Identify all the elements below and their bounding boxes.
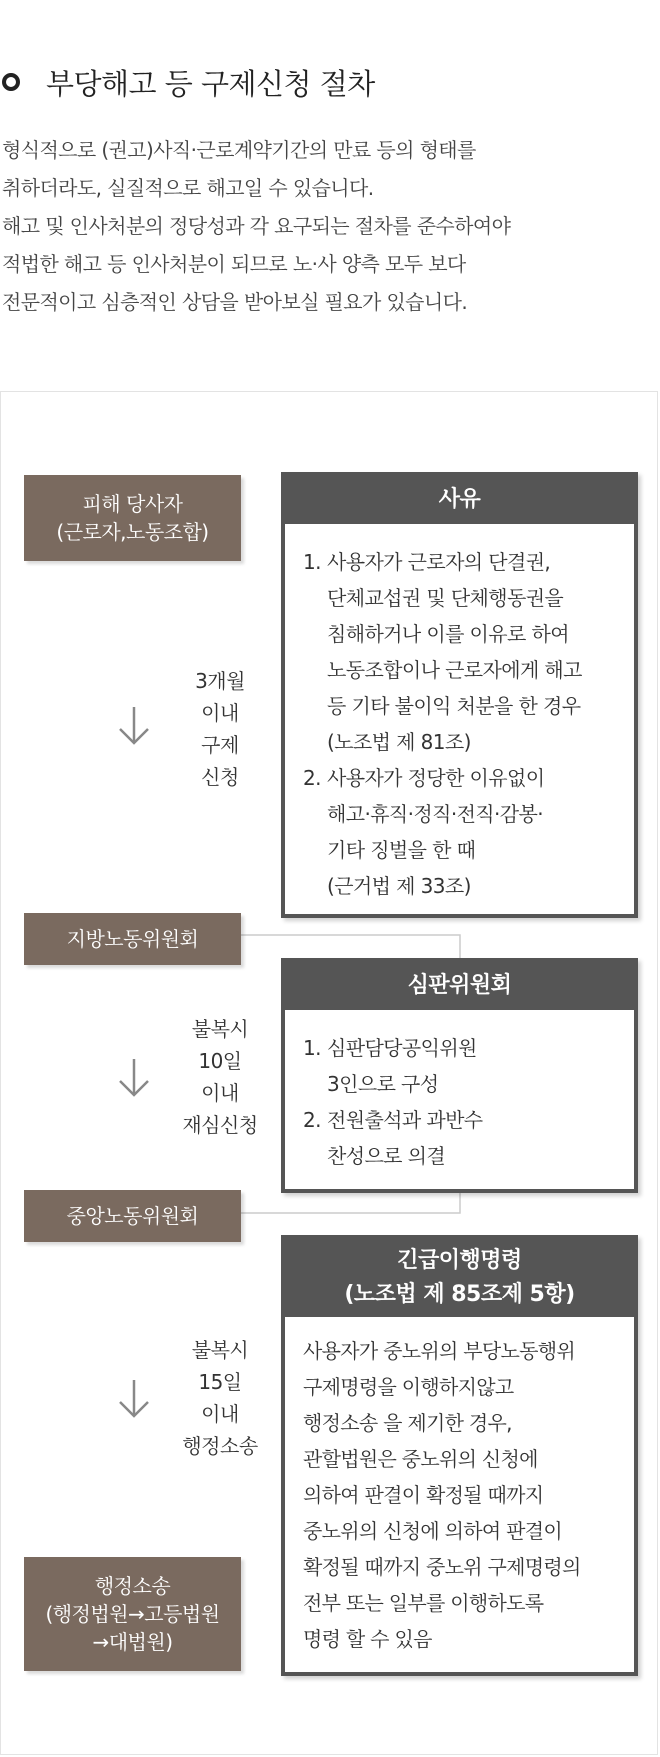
list-number: 1. (303, 550, 321, 574)
body-line: 명령 할 수 있음 (303, 1627, 432, 1651)
list-line: 등 기타 불이익 처분을 한 경우 (327, 694, 581, 718)
stage-victim (24, 475, 241, 561)
stage-victim-line1: 피해 당사자 (82, 492, 183, 516)
stage-administrative-litigation (24, 1557, 241, 1671)
connector-local-to-committee (241, 935, 460, 958)
list-line: 해고·휴직·정직·전직·감봉· (327, 802, 543, 826)
body-line: 행정소송 을 제기한 경우, (303, 1411, 512, 1435)
list-line: 단체교섭권 및 단체행동권을 (327, 586, 564, 610)
stage-admin-line2: (행정법원→고등법원 (45, 1602, 220, 1626)
list-item (303, 760, 634, 904)
arrow-down-icon (116, 1378, 152, 1420)
intro-line: 적법한 해고 등 인사처분이 되므로 노·사 양측 모두 보다 (2, 252, 466, 276)
step-label-line: 구제 (201, 733, 239, 757)
card-reason (281, 472, 638, 918)
stage-local-label: 지방노동위원회 (66, 927, 199, 951)
card-title-line2: (노조법 제 85조제 5항) (344, 1282, 575, 1307)
intro-line: 전문적이고 심층적인 상담을 받아보실 필요가 있습니다. (2, 290, 468, 314)
body-line: 의하여 판결이 확정될 때까지 (303, 1483, 544, 1507)
body-line: 전부 또는 일부를 이행하도록 (303, 1591, 544, 1615)
step-label-line: 불복시 (191, 1017, 249, 1041)
step-label-line: 이내 (201, 701, 239, 725)
stage-central-label: 중앙노동위원회 (66, 1204, 199, 1228)
stage-local-committee (24, 913, 241, 965)
stage-victim-line2: (근로자,노동조합) (56, 520, 209, 544)
list-line: 전원출석과 과반수 (327, 1108, 483, 1132)
step-label-line: 행정소송 (182, 1434, 258, 1458)
list-line: (노조법 제 81조) (327, 730, 471, 754)
card-title-text: 심판위원회 (407, 973, 512, 998)
list-item (303, 544, 634, 760)
card-reason-title (285, 476, 634, 524)
stage-admin-line1: 행정소송 (94, 1574, 171, 1598)
list-line: 찬성으로 의결 (327, 1144, 446, 1168)
list-line: 3인으로 구성 (327, 1072, 439, 1096)
step-label-line: 이내 (201, 1081, 239, 1105)
body-line: 확정될 때까지 중노위 구제명령의 (303, 1555, 581, 1579)
intro-line: 해고 및 인사처분의 정당성과 각 요구되는 절차를 준수하여야 (2, 214, 511, 238)
stage-central-committee (24, 1190, 241, 1242)
list-line: 사용자가 근로자의 단결권, (327, 550, 551, 574)
card-emergency-order (281, 1235, 638, 1676)
body-line: 사용자가 중노위의 부당노동행위 (303, 1339, 575, 1363)
stage-admin-line3: →대법원) (92, 1630, 173, 1654)
step-litigation (110, 1334, 290, 1474)
step-litigation-label (150, 1334, 290, 1462)
intro-line: 취하더라도, 실질적으로 해고일 수 있습니다. (2, 176, 374, 200)
list-number: 2. (303, 1108, 321, 1132)
list-number: 2. (303, 766, 321, 790)
list-line: (근거법 제 33조) (327, 874, 471, 898)
connector-central-to-order (241, 1193, 460, 1213)
card-committee-list (285, 1010, 634, 1174)
list-item (303, 1030, 634, 1102)
card-committee (281, 958, 638, 1193)
step-label-line: 3개월 (195, 669, 245, 693)
step-label-line: 10일 (198, 1049, 242, 1073)
list-line: 기타 징벌을 한 때 (327, 838, 476, 862)
intro-line: 형식적으로 (권고)사직·근로계약기간의 만료 등의 형태를 (2, 138, 476, 162)
step-review-label (150, 1013, 290, 1141)
card-committee-title (285, 962, 634, 1010)
card-order-title (285, 1239, 634, 1317)
step-label-line: 이내 (201, 1402, 239, 1426)
step-label-line: 15일 (198, 1370, 242, 1394)
card-title-line1: 긴급이행명령 (397, 1248, 522, 1273)
list-line: 침해하거나 이를 이유로 하여 (327, 622, 569, 646)
body-line: 중노위의 신청에 의하여 판결이 (303, 1519, 563, 1543)
list-line: 사용자가 정당한 이유없이 (327, 766, 545, 790)
step-apply-label (150, 665, 290, 793)
step-review (110, 1013, 290, 1153)
body-line: 관할법원은 중노위의 신청에 (303, 1447, 538, 1471)
card-order-body (285, 1317, 634, 1657)
section-title: 부당해고 등 구제신청 절차 (46, 66, 375, 101)
card-title-text: 사유 (438, 487, 481, 512)
list-line: 노동조합이나 근로자에게 해고 (327, 658, 582, 682)
list-number: 1. (303, 1036, 321, 1060)
list-line: 심판담당공익위원 (327, 1036, 477, 1060)
body-line: 구제명령을 이행하지않고 (303, 1375, 514, 1399)
step-label-line: 재심신청 (182, 1113, 258, 1137)
list-item (303, 1102, 634, 1174)
arrow-down-icon (116, 705, 152, 747)
card-reason-list (285, 524, 634, 904)
arrow-down-icon (116, 1057, 152, 1099)
step-label-line: 불복시 (191, 1338, 249, 1362)
step-label-line: 신청 (201, 765, 239, 789)
step-apply (110, 665, 290, 805)
